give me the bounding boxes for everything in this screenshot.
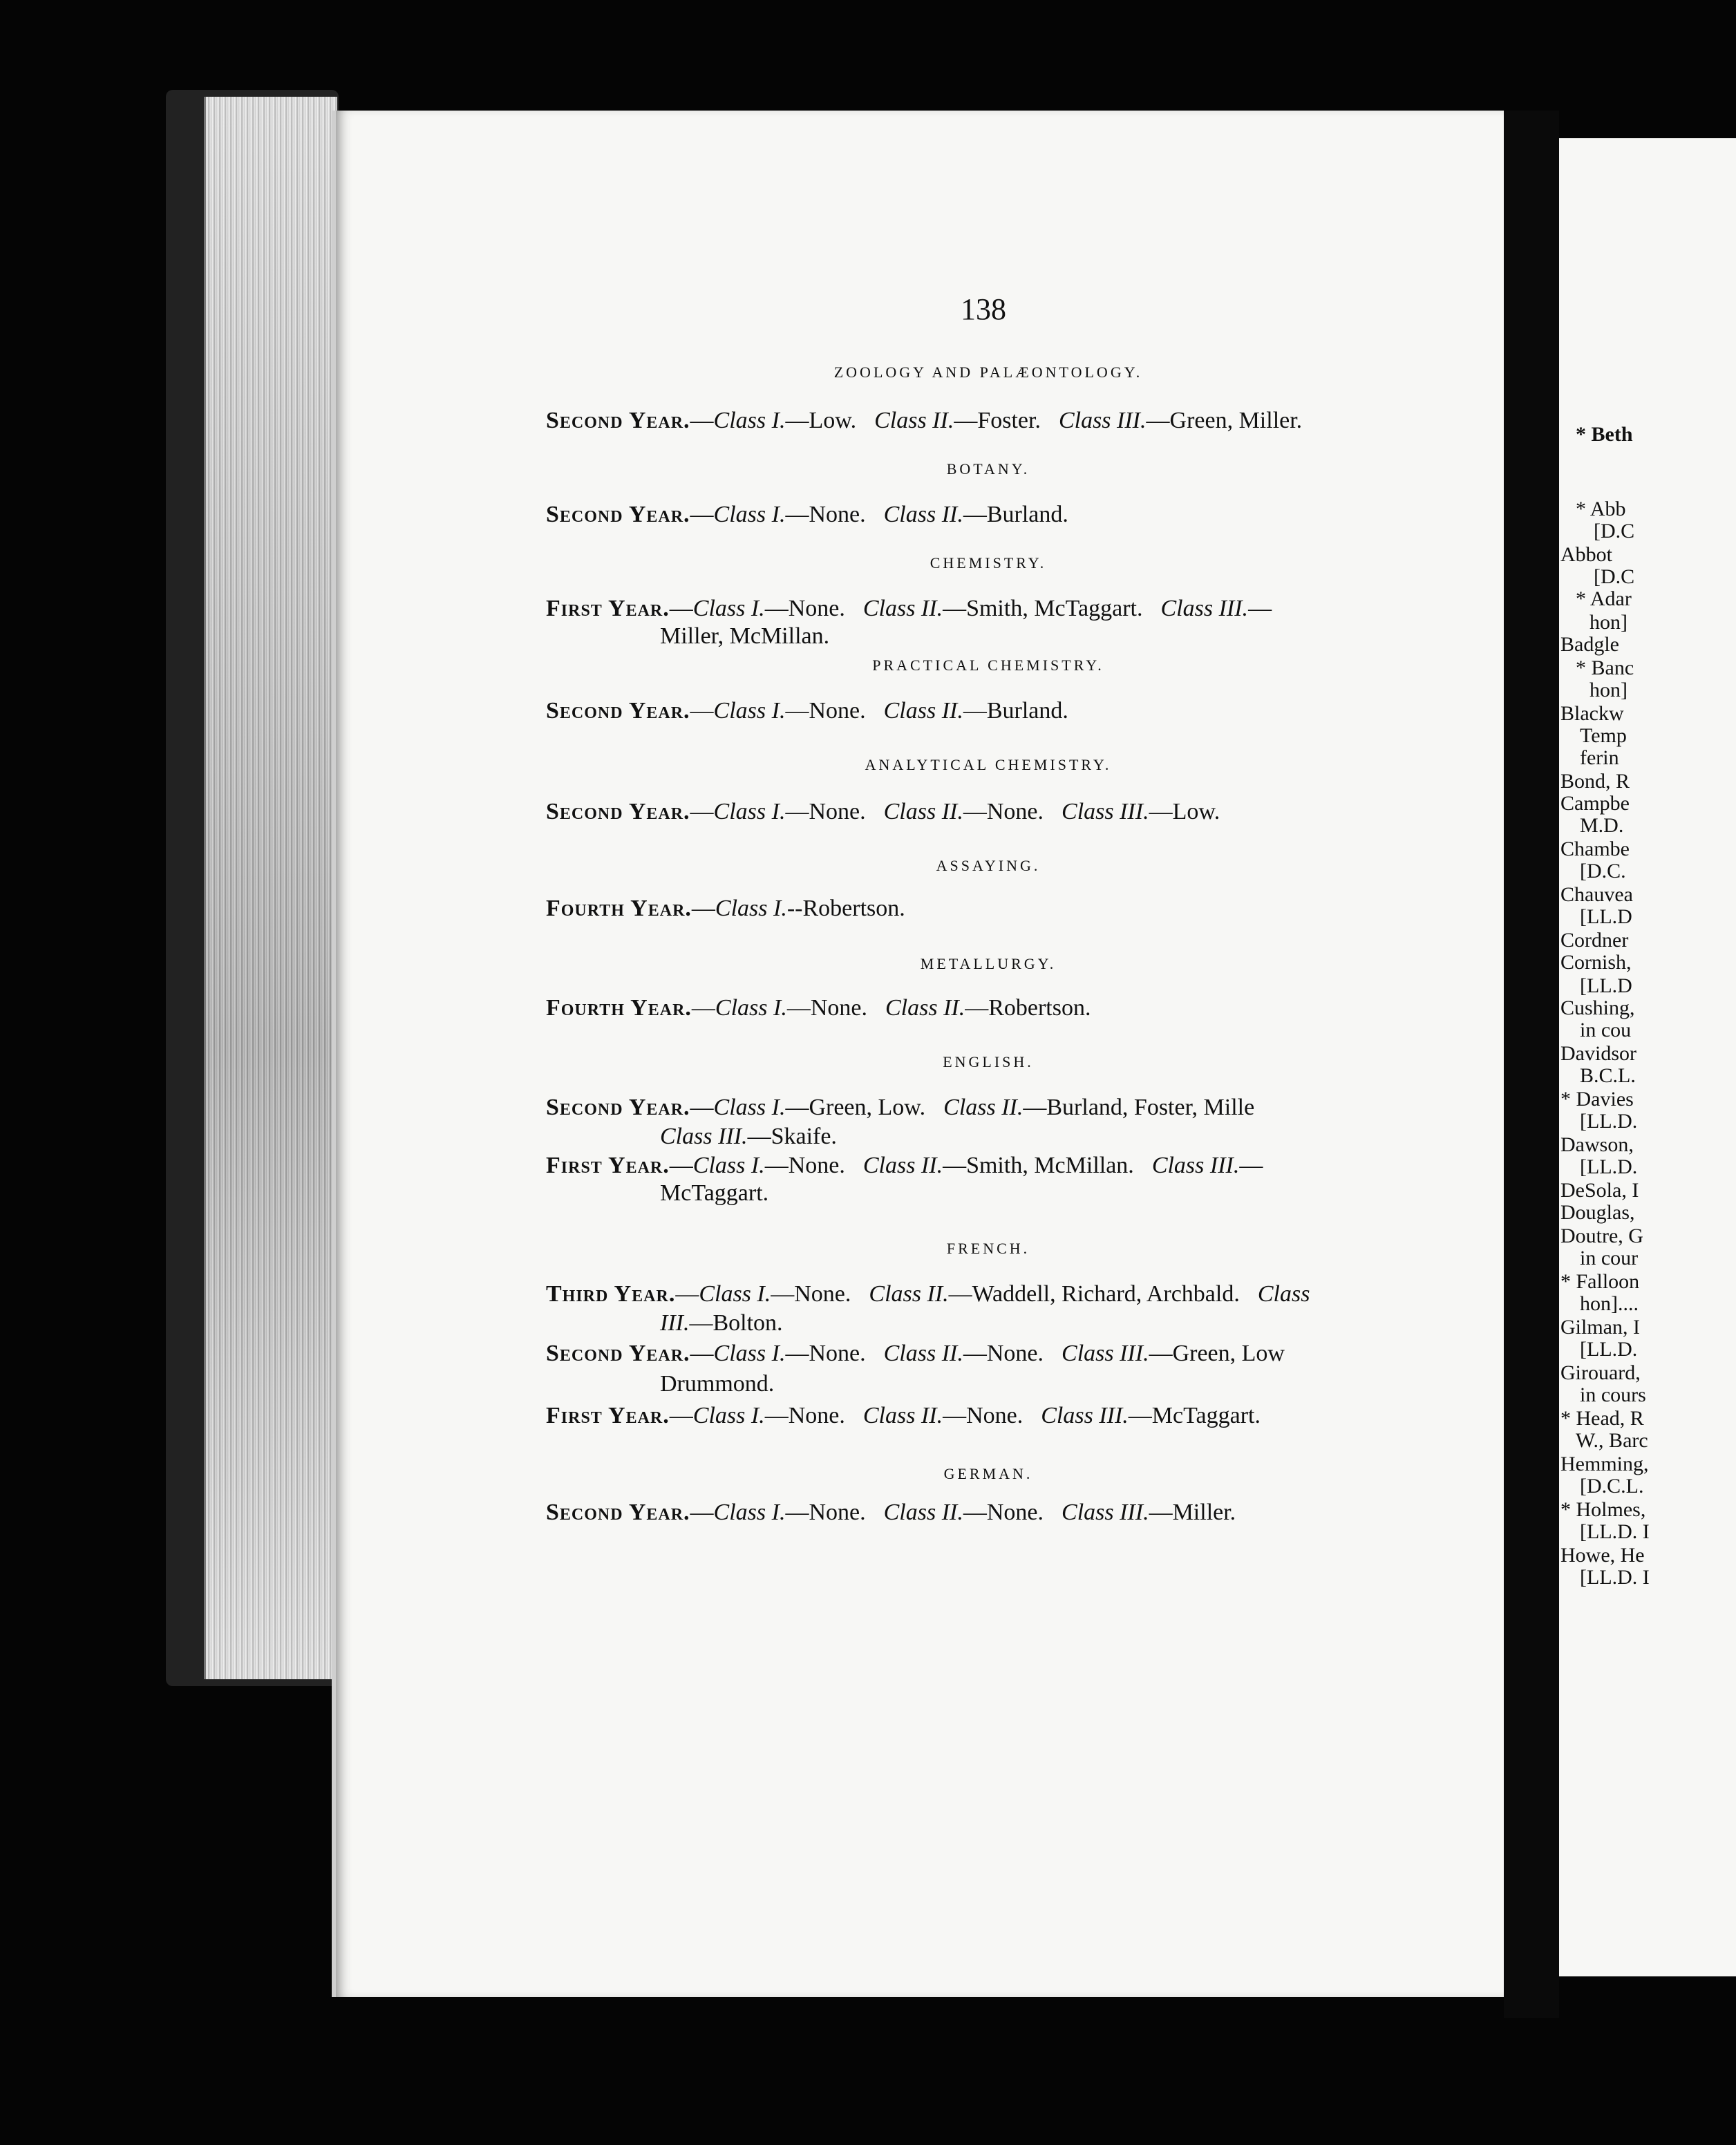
section-heading: METALLURGY. [920, 955, 1057, 972]
result-text: — [690, 502, 714, 527]
right-page-line: Howe, He [1560, 1544, 1645, 1567]
class-label: Class II. [883, 799, 963, 824]
class-label: Class III. [1062, 1500, 1149, 1525]
right-page-line: Cordner [1560, 929, 1629, 952]
right-page-line: DeSola, I [1560, 1179, 1639, 1202]
right-page-line: * Adar [1576, 587, 1632, 610]
result-text: —None. [785, 1341, 866, 1366]
section-heading: ZOOLOGY AND PALÆONTOLOGY. [833, 363, 1143, 381]
result-text: — [669, 1153, 693, 1178]
class-label: Class I. [713, 408, 786, 433]
result-text: —None. [764, 596, 845, 621]
class-label: Class III. [1160, 596, 1249, 621]
class-label: Class II. [874, 408, 954, 433]
right-page-line: [LL.D. I [1580, 1520, 1650, 1543]
result-text: — [1248, 596, 1272, 621]
result-line [546, 1403, 1261, 1429]
result-text: —Miller. [1149, 1500, 1236, 1525]
year-label: Second Year. [546, 1095, 690, 1120]
result-line [660, 1310, 783, 1336]
year-label: Third Year. [546, 1281, 676, 1307]
year-label: Second Year. [546, 502, 690, 527]
class-label: III. [660, 1310, 690, 1336]
year-label: First Year. [546, 1403, 670, 1428]
class-label: Class I. [713, 502, 786, 527]
section-heading: ASSAYING. [936, 857, 1041, 874]
right-page-line: Abbot [1560, 543, 1612, 566]
section-heading: ANALYTICAL CHEMISTRY. [865, 756, 1112, 773]
right-page-line: ferin [1580, 746, 1619, 769]
right-page-line: Chambe [1560, 838, 1630, 860]
section-heading: GERMAN. [943, 1465, 1033, 1482]
right-page-line: W., Barc [1576, 1429, 1648, 1452]
class-label: Class I. [713, 1500, 786, 1525]
year-label: First Year. [546, 1153, 670, 1178]
class-label: Class II. [862, 1403, 943, 1428]
result-text: —Low. [785, 408, 857, 433]
result-text: —None. [785, 799, 866, 824]
result-text: —Green, Low [1149, 1341, 1285, 1366]
right-page-line: [LL.D [1580, 974, 1632, 997]
result-text: —None. [764, 1153, 845, 1178]
class-label: Class III. [1062, 1341, 1149, 1366]
class-label: Class I. [692, 1153, 765, 1178]
result-text: — [691, 896, 715, 921]
class-label: Class II. [885, 995, 965, 1021]
year-label: Fourth Year. [546, 896, 692, 921]
right-page-line: Blackw [1560, 702, 1624, 725]
class-label: Class III. [660, 1124, 748, 1149]
class-label: Class [1257, 1281, 1310, 1307]
right-page-line: hon].... [1580, 1292, 1639, 1315]
result-text: —Green, Low. [785, 1095, 926, 1120]
result-text: — [675, 1281, 699, 1307]
section-heading: CHEMISTRY. [930, 554, 1047, 571]
result-text: —None. [785, 698, 866, 724]
class-label: Class II. [943, 1095, 1023, 1120]
result-text: —Smith, McMillan. [943, 1153, 1134, 1178]
right-page-line: [D.C [1594, 520, 1635, 542]
result-text: —Robertson. [965, 995, 1091, 1021]
result-line [546, 1095, 1254, 1121]
result-text: —None. [786, 995, 867, 1021]
right-page-line: * Beth [1576, 423, 1633, 446]
result-text: —None. [771, 1281, 851, 1307]
class-label: Class I. [692, 596, 765, 621]
year-label: Second Year. [546, 1341, 690, 1366]
class-label: Class II. [883, 1500, 963, 1525]
right-page-line: [LL.D. I [1580, 1566, 1650, 1589]
result-text: —None. [963, 1341, 1044, 1366]
result-text: — [691, 995, 715, 1021]
right-page-line: Gilman, I [1560, 1316, 1640, 1339]
result-text: —None. [963, 1500, 1044, 1525]
right-page-line: M.D. [1580, 814, 1624, 837]
result-text: —Burland. [963, 502, 1068, 527]
result-text: —Bolton. [689, 1310, 783, 1336]
right-page-line: hon] [1589, 611, 1628, 634]
right-page-line: Cushing, [1560, 996, 1635, 1019]
right-page-line: in cou [1580, 1019, 1632, 1041]
class-label: Class I. [713, 698, 786, 724]
result-text: —Burland. [963, 698, 1068, 724]
result-text: —None. [764, 1403, 845, 1428]
year-label: Second Year. [546, 799, 690, 824]
result-text: —Burland, Foster, Mille [1023, 1095, 1255, 1120]
result-text: —Smith, McTaggart. [943, 596, 1143, 621]
page-number: 138 [961, 292, 1006, 326]
class-label: Class II. [869, 1281, 949, 1307]
result-text: — [1239, 1153, 1263, 1178]
class-label: Class III. [1151, 1153, 1240, 1178]
result-line [546, 995, 1091, 1021]
section-heading: BOTANY. [946, 460, 1030, 478]
right-page-line: * Holmes, [1560, 1498, 1646, 1521]
right-page-line: in cour [1580, 1247, 1639, 1269]
year-label: Second Year. [546, 698, 690, 724]
right-page-line: [LL.D. [1580, 1338, 1638, 1361]
result-text: —Foster. [954, 408, 1041, 433]
right-page-line: [D.C. [1580, 860, 1626, 882]
result-text: --Robertson. [786, 896, 905, 921]
result-text: McTaggart. [660, 1180, 769, 1206]
right-page-line: in cours [1580, 1383, 1646, 1406]
result-line [546, 1341, 1285, 1367]
class-label: Class I. [699, 1281, 771, 1307]
class-label: Class III. [1041, 1403, 1129, 1428]
class-label: Class I. [713, 1341, 786, 1366]
class-label: Class II. [883, 698, 963, 724]
result-text: —None. [785, 502, 866, 527]
result-line [546, 596, 1272, 622]
result-text: — [690, 1095, 714, 1120]
right-page-line: [LL.D. [1580, 1155, 1638, 1178]
right-page-line: [LL.D. [1580, 1110, 1638, 1133]
class-label: Class I. [713, 799, 786, 824]
result-text: —Waddell, Richard, Archbald. [948, 1281, 1240, 1307]
result-text: —Green, Miller. [1146, 408, 1303, 433]
right-page-line: * Davies [1560, 1088, 1634, 1111]
right-page-line: Campbe [1560, 792, 1630, 815]
right-page-line: * Falloon [1560, 1270, 1640, 1293]
year-label: Fourth Year. [546, 995, 692, 1021]
result-text: Drummond. [660, 1371, 775, 1397]
result-line [546, 799, 1220, 825]
class-label: Class III. [1062, 799, 1149, 824]
result-line [546, 698, 1068, 724]
result-line [546, 408, 1302, 434]
class-label: Class I. [692, 1403, 765, 1428]
result-line [546, 502, 1068, 528]
result-text: — [690, 1341, 714, 1366]
result-text: —None. [943, 1403, 1023, 1428]
class-label: Class II. [862, 596, 943, 621]
year-label: Second Year. [546, 1500, 690, 1525]
right-page-line: * Head, R [1560, 1407, 1644, 1430]
right-page-line: Cornish, [1560, 951, 1632, 974]
result-text: — [669, 596, 693, 621]
result-text: — [690, 799, 714, 824]
result-line [660, 1180, 768, 1207]
class-label: Class II. [862, 1153, 943, 1178]
year-label: First Year. [546, 596, 670, 621]
right-page-line: [LL.D [1580, 905, 1632, 928]
right-page-line: Chauvea [1560, 883, 1633, 906]
right-page-line: Temp [1580, 724, 1627, 747]
result-line [660, 1124, 837, 1150]
result-line [660, 623, 829, 650]
right-page-line: hon] [1589, 679, 1628, 701]
page-edges [204, 97, 337, 1679]
result-line [546, 1500, 1236, 1526]
result-line [546, 896, 905, 922]
right-page-line: [D.C [1594, 565, 1635, 588]
result-text: — [690, 698, 714, 724]
class-label: Class III. [1058, 408, 1147, 433]
result-text: —Low. [1149, 799, 1220, 824]
class-label: Class I. [715, 896, 787, 921]
class-label: Class II. [883, 502, 963, 527]
result-text: —None. [963, 799, 1044, 824]
result-line [660, 1371, 774, 1397]
result-text: —McTaggart. [1128, 1403, 1261, 1428]
result-text: —Skaife. [747, 1124, 837, 1149]
class-label: Class II. [883, 1341, 963, 1366]
result-text: —None. [785, 1500, 866, 1525]
right-page-line: Douglas, [1560, 1201, 1635, 1224]
section-heading: ENGLISH. [943, 1053, 1034, 1070]
class-label: Class I. [715, 995, 787, 1021]
right-page-line: Badgle [1560, 633, 1619, 656]
result-text: — [669, 1403, 693, 1428]
right-page-line: Bond, R [1560, 770, 1630, 793]
right-page-line: Davidsor [1560, 1042, 1636, 1065]
result-text: Miller, McMillan. [660, 623, 830, 649]
right-page-line: Girouard, [1560, 1361, 1641, 1384]
result-line [546, 1281, 1310, 1307]
result-text: — [690, 1500, 714, 1525]
right-page-line: B.C.L. [1580, 1064, 1636, 1087]
result-line [546, 1153, 1263, 1179]
right-page-line: Doutre, G [1560, 1225, 1643, 1247]
right-page-line: * Banc [1576, 656, 1634, 679]
section-heading: PRACTICAL CHEMISTRY. [872, 656, 1104, 674]
right-page-line: Hemming, [1560, 1453, 1649, 1475]
right-page-line: Dawson, [1560, 1133, 1634, 1156]
section-heading: FRENCH. [946, 1240, 1030, 1257]
right-page-line: * Abb [1576, 498, 1626, 520]
right-page-line: [D.C.L. [1580, 1475, 1644, 1497]
class-label: Class I. [713, 1095, 786, 1120]
year-label: Second Year. [546, 408, 690, 433]
result-text: — [690, 408, 714, 433]
